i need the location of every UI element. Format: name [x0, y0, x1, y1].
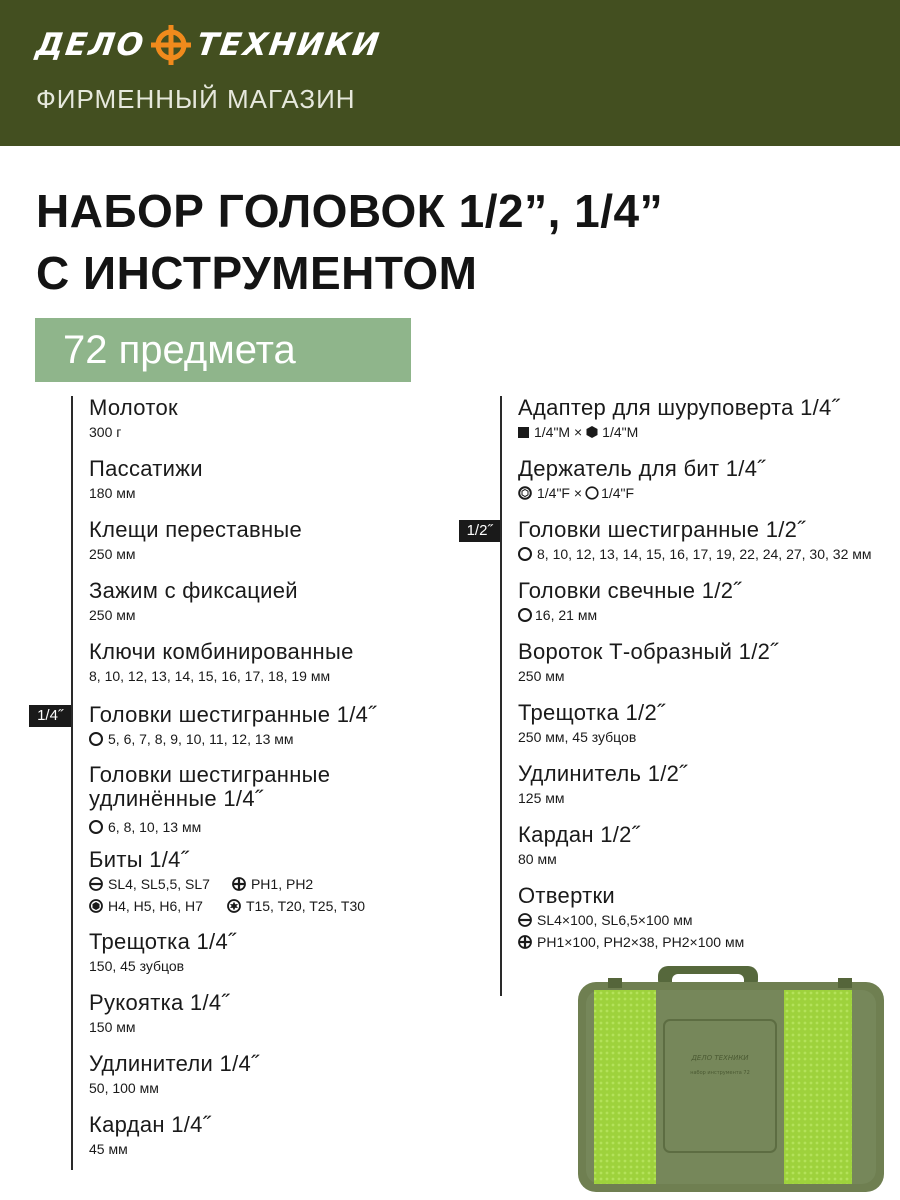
item-detail: 45 мм: [89, 1141, 128, 1157]
page-title: НАБОР ГОЛОВОК 1/2”, 1/4” С ИНСТРУМЕНТОМ: [36, 185, 664, 299]
item-detail-row: [89, 874, 365, 894]
item-name: Удлинители 1/4˝: [89, 1051, 259, 1076]
list-item: [89, 518, 302, 564]
item-name: Зажим с фиксацией: [89, 578, 298, 603]
item-detail-row: [89, 896, 365, 916]
item-detail: 1/4"M ×: [534, 424, 583, 440]
item-detail-row: [89, 817, 330, 837]
item-name: Головки свечные 1/2˝: [518, 578, 741, 603]
right-column-divider: [500, 396, 502, 996]
item-name: Ключи комбинированные: [89, 639, 354, 664]
item-name: Кардан 1/2˝: [518, 822, 640, 847]
item-name: Биты 1/4˝: [89, 847, 189, 872]
item-detail: 50, 100 мм: [89, 1080, 159, 1096]
brand-crosshair-icon: [149, 23, 193, 67]
list-item: [518, 457, 765, 503]
list-item: [518, 518, 872, 564]
item-detail-row: [518, 605, 741, 625]
socket-ring-icon: [518, 547, 532, 561]
item-detail: 1/4"F ×: [537, 485, 583, 501]
list-item: [518, 884, 744, 952]
item-detail-row: [89, 729, 376, 749]
item-detail: 180 мм: [89, 485, 136, 501]
brand-name-right: ТЕХНИКИ: [194, 26, 383, 63]
square-drive-icon: [518, 427, 529, 438]
item-detail: 250 мм: [518, 668, 565, 684]
list-item: [518, 762, 687, 808]
item-name: Адаптер для шуруповерта 1/4˝: [518, 395, 840, 420]
item-detail: 250 мм: [89, 546, 136, 562]
item-detail: 250 мм: [89, 607, 136, 623]
list-item: [89, 640, 354, 686]
item-name: Трещотка 1/2˝: [518, 700, 665, 725]
item-detail-row: [518, 932, 744, 952]
item-detail: T15, T20, T25, T30: [245, 898, 366, 914]
item-name: Удлинитель 1/2˝: [518, 761, 687, 786]
item-detail: 1/4"M: [602, 424, 639, 440]
left-column-divider: [71, 396, 73, 1170]
list-item: [89, 703, 376, 749]
phillips-bit-icon: [518, 935, 532, 949]
list-item: [89, 991, 229, 1037]
list-item: [518, 396, 839, 442]
list-item: [89, 1113, 210, 1159]
item-name: Рукоятка 1/4˝: [89, 990, 230, 1015]
brand-name-left: ДЕЛО: [33, 26, 148, 63]
brand-logo[interactable]: [33, 20, 383, 70]
item-name: Держатель для бит 1/4˝: [518, 456, 765, 481]
case-model-label: набор инструмента 72: [690, 1070, 750, 1076]
item-detail: PH1×100, PH2×38, PH2×100 мм: [537, 934, 745, 950]
list-item: [89, 763, 330, 837]
item-name: Трещотка 1/4˝: [89, 929, 236, 954]
store-label: ФИРМЕННЫЙ МАГАЗИН: [36, 84, 356, 114]
item-name: Молоток: [89, 395, 178, 420]
hex-shank-icon: [585, 425, 599, 439]
item-detail-row: [518, 544, 872, 564]
phillips-bit-icon: [232, 877, 246, 891]
item-detail: PH1, PH2: [250, 876, 314, 892]
item-name: Головки шестигранные: [89, 762, 331, 787]
list-item: [89, 1052, 259, 1098]
item-count: 72 предмета: [63, 328, 296, 372]
torx-bit-icon: [227, 899, 241, 913]
item-name: Головки шестигранные 1/4˝: [89, 702, 376, 727]
item-detail: SL4, SL5,5, SL7: [108, 876, 210, 892]
list-item: [89, 930, 236, 976]
item-name: Кардан 1/4˝: [89, 1112, 211, 1137]
item-detail: 300 г: [89, 424, 122, 440]
list-item: [89, 457, 203, 503]
item-detail: 125 мм: [518, 790, 565, 806]
socket-ring-icon: [89, 820, 103, 834]
item-detail: 6, 8, 10, 13 мм: [108, 819, 202, 835]
item-name: Пассатижи: [89, 456, 203, 481]
case-brand-label: ДЕЛО ТЕХНИКИ: [691, 1054, 749, 1062]
hex-socket-icon: [585, 486, 599, 500]
list-item: [518, 701, 665, 747]
item-detail: 8, 10, 12, 13, 14, 15, 16, 17, 18, 19 мм: [89, 668, 331, 684]
item-detail: 250 мм, 45 зубцов: [518, 729, 637, 745]
size-tag-quarter: 1/4˝: [29, 705, 71, 727]
list-item: [89, 848, 365, 916]
item-name: Клещи переставные: [89, 517, 303, 542]
hex-bit-icon: [89, 899, 103, 913]
header-banner: [0, 0, 900, 146]
item-detail: 1/4"F: [601, 485, 635, 501]
list-item: [518, 823, 639, 869]
slotted-bit-icon: [89, 877, 103, 891]
item-detail: 16, 21 мм: [535, 607, 598, 623]
item-detail-row: [518, 483, 765, 503]
socket-ring-icon: [89, 732, 103, 746]
size-tag-half: 1/2˝: [459, 520, 500, 542]
item-count-badge: [35, 318, 411, 382]
list-item: [89, 579, 298, 625]
socket-ring-icon: [518, 608, 532, 622]
slotted-bit-icon: [518, 913, 532, 927]
list-item: [518, 579, 741, 625]
item-detail-row: [518, 422, 839, 442]
item-name: Отвертки: [518, 883, 616, 908]
item-detail: 150 мм: [89, 1019, 136, 1035]
list-item: [89, 396, 178, 442]
item-name: Вороток Т-образный 1/2˝: [518, 639, 778, 664]
tool-case-image: [568, 960, 892, 1196]
item-detail: H4, H5, H6, H7: [108, 898, 203, 914]
list-item: [518, 640, 778, 686]
hex-socket-icon: [518, 486, 532, 500]
item-detail: SL4×100, SL6,5×100 мм: [537, 912, 693, 928]
item-name-line2: удлинённые 1/4˝: [89, 786, 263, 811]
item-detail: 8, 10, 12, 13, 14, 15, 16, 17, 19, 22, 24, 27, 30, 32 мм: [537, 546, 872, 562]
item-detail: 80 мм: [518, 851, 557, 867]
item-detail: 150, 45 зубцов: [89, 958, 185, 974]
item-detail: 5, 6, 7, 8, 9, 10, 11, 12, 13 мм: [108, 731, 294, 747]
item-name: Головки шестигранные 1/2˝: [518, 517, 805, 542]
item-detail-row: [518, 910, 744, 930]
